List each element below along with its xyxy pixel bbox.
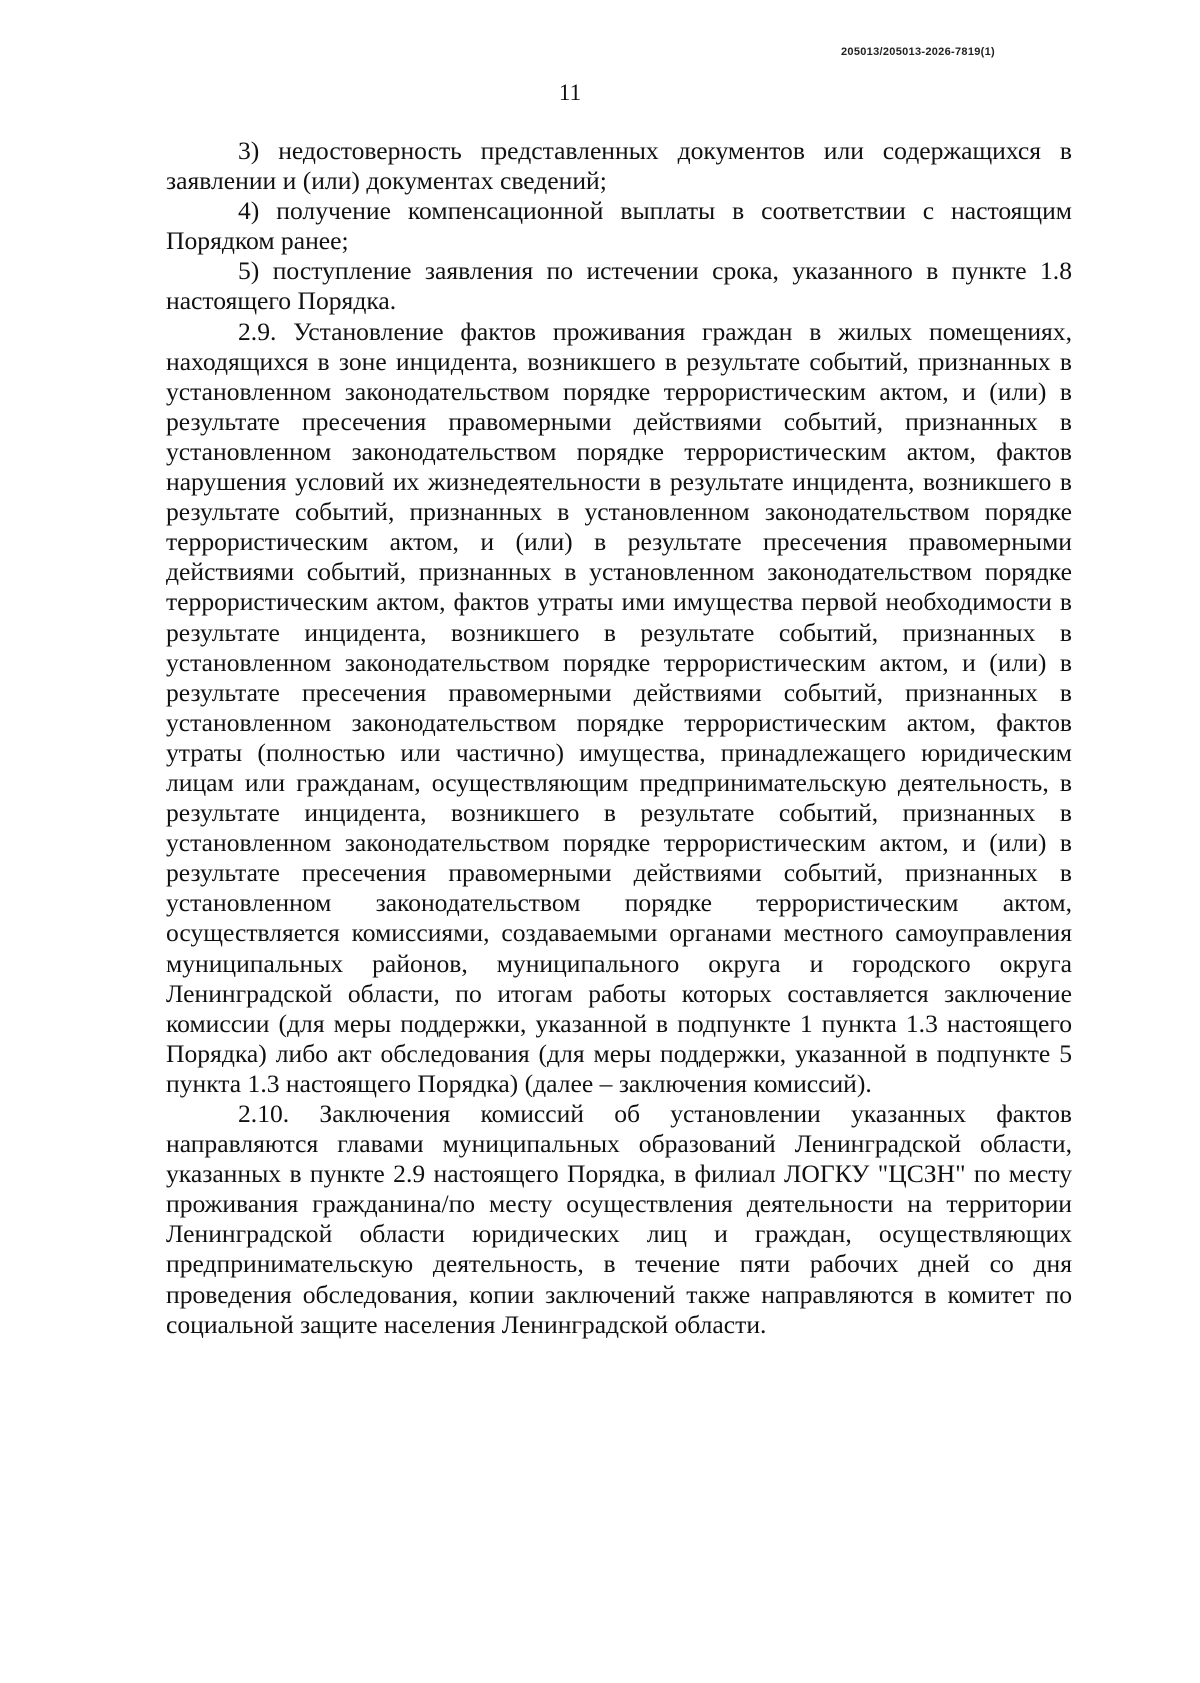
list-item-5: 5) поступление заявления по истечении срока, указанного в пункте 1.8 настоящего Порядка. xyxy=(166,256,1072,316)
page-number: 11 xyxy=(558,80,582,105)
list-item-3: 3) недостоверность представленных документов или содержащихся в заявлении и (или) документах сведений; xyxy=(166,136,1072,196)
section-2-10: 2.10. Заключения комиссий об установлении указанных фактов направляются главами муниципальных образований Ленинградской области, указанных в пункте 2.9 настоящего Порядка, в филиал ЛОГКУ "ЦСЗН" по месту проживания гражданина/по месту осуществления деятельности на территории Ленинградской области юридических лиц и граждан, осуществляющих предпринимательскую деятельность, в течение пяти рабочих дней со дня проведения обследования, копии заключений также направляются в комитет по социальной защите населения Ленинградской области. xyxy=(166,1099,1072,1339)
section-2-9: 2.9. Установление фактов проживания граждан в жилых помещениях, находящихся в зоне инцидента, возникшего в результате событий, признанных в установленном законодательством порядке террористическим актом, и (или) в результате пресечения правомерными действиями событий, признанных в установленном законодательством порядке террористическим актом, фактов нарушения условий их жизнедеятельности в результате инцидента, возникшего в результате событий, признанных в установленном законодательством порядке террористическим актом, и (или) в результате пресечения правомерными действиями событий, признанных в установленном законодательством порядке террористическим актом, фактов утраты ими имущества первой необходимости в результате инцидента, возникшего в результате событий, признанных в установленном законодательством порядке террористическим актом, и (или) в результате пресечения правомерными действиями событий, признанных в установленном законодательством порядке террористическим актом, фактов утраты (полностью или частично) имущества, принадлежащего юридическим лицам или гражданам, осуществляющим предпринимательскую деятельность, в результате инцидента, возникшего в результате событий, признанных в установленном законодательством порядке террористическим актом, и (или) в результате пресечения правомерными действиями событий, признанных в установленном законодательством порядке террористическим актом, осуществляется комиссиями, создаваемыми органами местного самоуправления муниципальных районов, муниципального округа и городского округа Ленинградской области, по итогам работы которых составляется заключение комиссии (для меры поддержки, указанной в подпункте 1 пункта 1.3 настоящего Порядка) либо акт обследования (для меры поддержки, указанной в подпункте 5 пункта 1.3 настоящего Порядка) (далее – заключения комиссий). xyxy=(166,316,1072,1098)
document-id: 205013/205013-2026-7819(1) xyxy=(841,46,995,58)
list-item-4: 4) получение компенсационной выплаты в соответствии с настоящим Порядком ранее; xyxy=(166,196,1072,256)
document-body xyxy=(166,136,1072,1340)
